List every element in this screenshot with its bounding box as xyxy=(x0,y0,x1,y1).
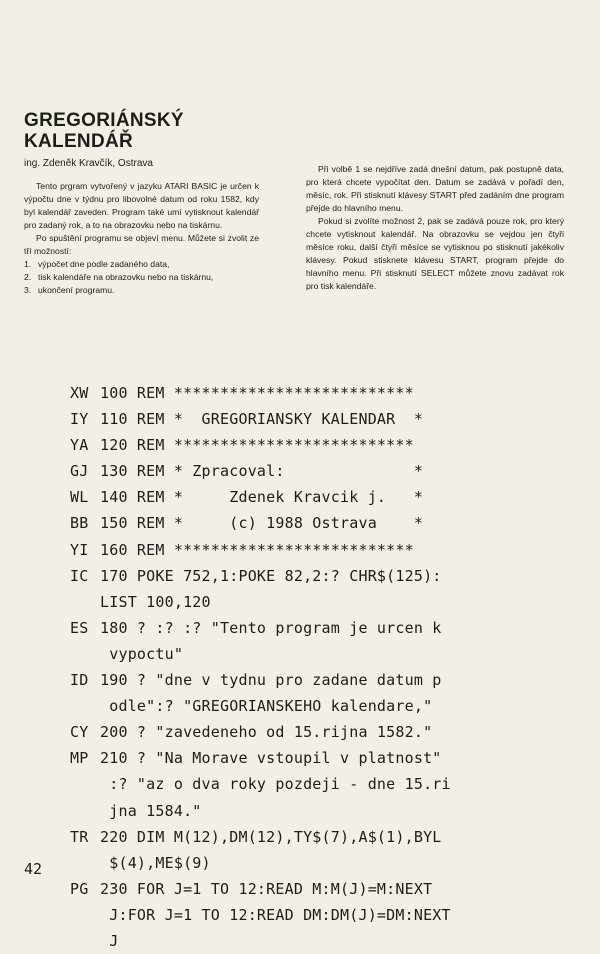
list-item xyxy=(24,258,259,271)
code-line xyxy=(70,745,590,771)
code-line xyxy=(70,824,590,850)
checksum-code: PG xyxy=(70,879,89,898)
checksum-code: WL xyxy=(70,488,89,507)
checksum-code: YI xyxy=(70,540,89,559)
code-text: 140 REM * Zdenek Kravcik j. * xyxy=(100,488,424,507)
option2-paragraph: Pokud si zvolíte možnost 2, pak se zadává pouze rok, pro který chcete vytisknout kalendář. Na obrazovku se vejdou jen čtyři měsíce roku, další čtyři měsíce se vytisknou po stisknutí jakékoliv klávesy. Pokud stisknete klávesu START, program přejde do hlavního menu. Při stisknutí SELECT můžete znovu zadávat rok pro tisk kalendáře. xyxy=(306,216,564,291)
left-column xyxy=(24,180,259,297)
list-number: 3. xyxy=(24,285,32,295)
code-line xyxy=(70,693,590,719)
checksum-code: BB xyxy=(70,514,89,533)
code-line xyxy=(70,850,590,876)
code-text: 230 FOR J=1 TO 12:READ M:M(J)=M:NEXT xyxy=(100,879,433,898)
page-number: 42 xyxy=(24,860,43,878)
code-text: 130 REM * Zpracoval: * xyxy=(100,462,424,481)
code-line xyxy=(70,719,590,745)
code-line xyxy=(70,876,590,902)
list-item xyxy=(24,284,259,297)
code-line xyxy=(70,380,590,406)
checksum-code: ES xyxy=(70,618,89,637)
options-list xyxy=(24,258,259,297)
code-text: 190 ? "dne v tydnu pro zadane datum p xyxy=(100,671,442,690)
checksum-code: ID xyxy=(70,671,89,690)
code-line xyxy=(70,537,590,563)
menu-paragraph: Po spuštění programu se objeví menu. Můžete si zvolit ze tří možností: xyxy=(24,233,259,256)
list-text: ukončení programu. xyxy=(38,285,115,295)
code-text: 160 REM ************************** xyxy=(100,540,414,559)
code-text: J:FOR J=1 TO 12:READ DM:DM(J)=DM:NEXT xyxy=(100,905,451,924)
code-text: 220 DIM M(12),DM(12),TY$(7),A$(1),BYL xyxy=(100,827,442,846)
checksum-code: XW xyxy=(70,384,89,402)
checksum-code: TR xyxy=(70,827,89,846)
code-text: 100 REM ************************** xyxy=(100,384,414,402)
list-number: 1. xyxy=(24,259,32,269)
checksum-code: IC xyxy=(70,566,89,585)
code-text: 200 ? "zavedeneho od 15.rijna 1582." xyxy=(100,723,433,742)
code-text: 170 POKE 752,1:POKE 82,2:? CHR$(125): xyxy=(100,566,442,585)
title-line-1: GREGORIÁNSKÝ xyxy=(24,110,184,131)
code-line xyxy=(70,771,590,797)
option1-paragraph: Při volbě 1 se nejdříve zadá dnešní datum, pak postupně data, pro která chcete vypočítat den. Datum se zadává v pořadí den, měsíc, rok. Při stisknutí klávesy START před zadáním dne program přejde do hlavního menu. xyxy=(306,164,564,213)
code-line xyxy=(70,902,590,928)
checksum-code: YA xyxy=(70,436,89,455)
checksum-code: GJ xyxy=(70,462,89,481)
code-text: 110 REM * GREGORIANSKY KALENDAR * xyxy=(100,410,424,429)
code-text: LIST 100,120 xyxy=(100,592,211,611)
checksum-code: CY xyxy=(70,723,89,742)
code-text: vypoctu" xyxy=(100,644,184,663)
code-text: J xyxy=(100,931,119,950)
author-byline: ing. Zdeněk Kravčík, Ostrava xyxy=(24,158,153,169)
code-text: 210 ? "Na Morave vstoupil v platnost" xyxy=(100,749,442,768)
article-title xyxy=(24,110,184,152)
code-line xyxy=(70,589,590,615)
code-text: 180 ? :? :? "Tento program je urcen k xyxy=(100,618,442,637)
code-text: jna 1584." xyxy=(100,801,202,820)
right-column xyxy=(306,163,564,293)
code-line xyxy=(70,484,590,510)
code-text: 120 REM ************************** xyxy=(100,436,414,455)
code-line xyxy=(70,798,590,824)
code-line xyxy=(70,641,590,667)
code-line xyxy=(70,432,590,458)
basic-listing xyxy=(70,380,590,954)
list-text: tisk kalendáře na obrazovku nebo na tiskárnu, xyxy=(38,272,214,282)
code-line xyxy=(70,615,590,641)
code-line xyxy=(70,563,590,589)
code-text: $(4),ME$(9) xyxy=(100,853,211,872)
code-line xyxy=(70,406,590,432)
checksum-code: IY xyxy=(70,410,89,429)
code-line xyxy=(70,667,590,693)
code-line xyxy=(70,510,590,536)
code-text: 150 REM * (c) 1988 Ostrava * xyxy=(100,514,424,533)
code-line xyxy=(70,928,590,954)
code-text: odle":? "GREGORIANSKEHO kalendare," xyxy=(100,697,433,716)
intro-paragraph: Tento prgram vytvořený v jazyku ATARI BASIC je určen k výpočtu dne v týdnu pro libovolné datum od roku 1582, kdy byl kalendář zaveden. Program také umí vytisknout kalendář pro zadaný rok, a to na obrazovku nebo na tiskárnu. xyxy=(24,181,259,230)
checksum-code: MP xyxy=(70,749,89,768)
list-item xyxy=(24,271,259,284)
list-text: výpočet dne podle zadaného data, xyxy=(38,259,170,269)
title-line-2: KALENDÁŘ xyxy=(24,131,134,152)
code-line xyxy=(70,458,590,484)
code-text: :? "az o dva roky pozdeji - dne 15.ri xyxy=(100,775,451,794)
list-number: 2. xyxy=(24,272,32,282)
